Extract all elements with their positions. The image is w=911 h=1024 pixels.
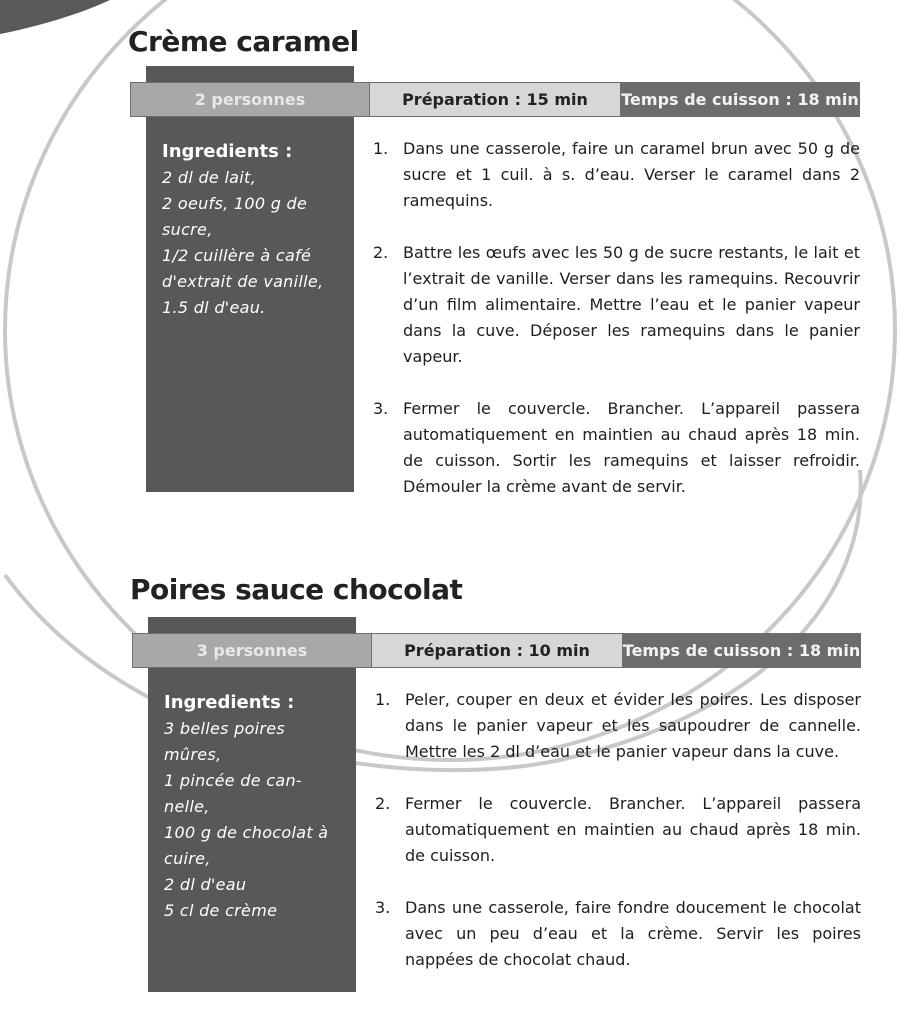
ingredients-heading: Ingredients : bbox=[162, 141, 293, 162]
step-number: 3. bbox=[373, 399, 389, 418]
step-text: Dans une casserole, faire fondre doucement le chocolat avec un peu d’eau et la crème. Servir les poires nappées de chocolat chaud. bbox=[405, 898, 861, 969]
ingredient-line: 1/2 cuillère à café bbox=[162, 246, 312, 265]
ingredient-line: 2 dl d'eau bbox=[164, 875, 247, 894]
ingredient-line: d'extrait de vanille, bbox=[162, 272, 324, 291]
ingredient-line: sucre, bbox=[162, 220, 213, 239]
step-number: 3. bbox=[375, 898, 391, 917]
ingredients-heading: Ingredients : bbox=[164, 692, 295, 713]
steps-list bbox=[375, 687, 861, 973]
ingredient-line: 100 g de chocolat à bbox=[164, 823, 329, 842]
steps-list bbox=[373, 136, 860, 500]
ingredient-line: cuire, bbox=[164, 849, 211, 868]
cooking-time: Temps de cuisson : 18 min bbox=[623, 634, 860, 667]
ingredient-line: 3 belles poires bbox=[164, 719, 286, 738]
step-number: 2. bbox=[373, 243, 389, 262]
step-item bbox=[375, 791, 861, 869]
step-item bbox=[375, 895, 861, 973]
step-item bbox=[373, 396, 860, 500]
step-text: Peler, couper en deux et évider les poires. Les disposer dans le panier vapeur et les saupoudrer de cannelle. Mettre les 2 dl d’eau et le panier vapeur dans la cuve. bbox=[405, 690, 861, 761]
ingredient-line: 1 pincée de can- bbox=[164, 771, 302, 790]
ingredient-line: 2 dl de lait, bbox=[162, 168, 256, 187]
step-text: Fermer le couvercle. Brancher. L’appareil passera automatiquement en maintien au chaud après 18 min. de cuisson. Sortir les ramequins et laisser refroidir. Démouler la crème avant de servir. bbox=[403, 399, 860, 496]
recipe-title: Poires sauce chocolat bbox=[130, 573, 463, 606]
servings-label: 3 personnes bbox=[133, 634, 371, 667]
servings-label: 2 personnes bbox=[131, 83, 369, 116]
recipe-info-bar bbox=[130, 82, 860, 117]
step-number: 1. bbox=[373, 139, 389, 158]
step-text: Fermer le couvercle. Brancher. L’appareil passera automatiquement en maintien au chaud après 18 min. de cuisson. bbox=[405, 794, 861, 865]
ingredients-list bbox=[162, 139, 352, 321]
recipe-info-bar bbox=[132, 633, 861, 668]
step-item bbox=[373, 240, 860, 370]
ingredient-line: 5 cl de crème bbox=[164, 901, 278, 920]
step-number: 2. bbox=[375, 794, 391, 813]
recipe-title: Crème caramel bbox=[128, 25, 359, 58]
cooking-time: Temps de cuisson : 18 min bbox=[621, 83, 859, 116]
ingredient-line: mûres, bbox=[164, 745, 222, 764]
ingredient-line: 1.5 dl d'eau. bbox=[162, 298, 266, 317]
ingredient-line: 2 oeufs, 100 g de bbox=[162, 194, 308, 213]
ingredient-line: nelle, bbox=[164, 797, 210, 816]
preparation-time: Préparation : 10 min bbox=[371, 634, 623, 667]
ingredients-list bbox=[164, 690, 354, 924]
step-number: 1. bbox=[375, 690, 391, 709]
corner-shape bbox=[0, 0, 110, 34]
step-text: Dans une casserole, faire un caramel brun avec 50 g de sucre et 1 cuil. à s. d’eau. Verser le caramel dans 2 ramequins. bbox=[403, 139, 860, 210]
step-item bbox=[373, 136, 860, 214]
preparation-time: Préparation : 15 min bbox=[369, 83, 621, 116]
step-text: Battre les œufs avec les 50 g de sucre restants, le lait et l’extrait de vanille. Verser dans les ramequins. Recouvrir d’un film alimentaire. Mettre l’eau et le panier vapeur dans la cuve. Déposer les ramequins dans le panier vapeur. bbox=[403, 243, 860, 366]
step-item bbox=[375, 687, 861, 765]
